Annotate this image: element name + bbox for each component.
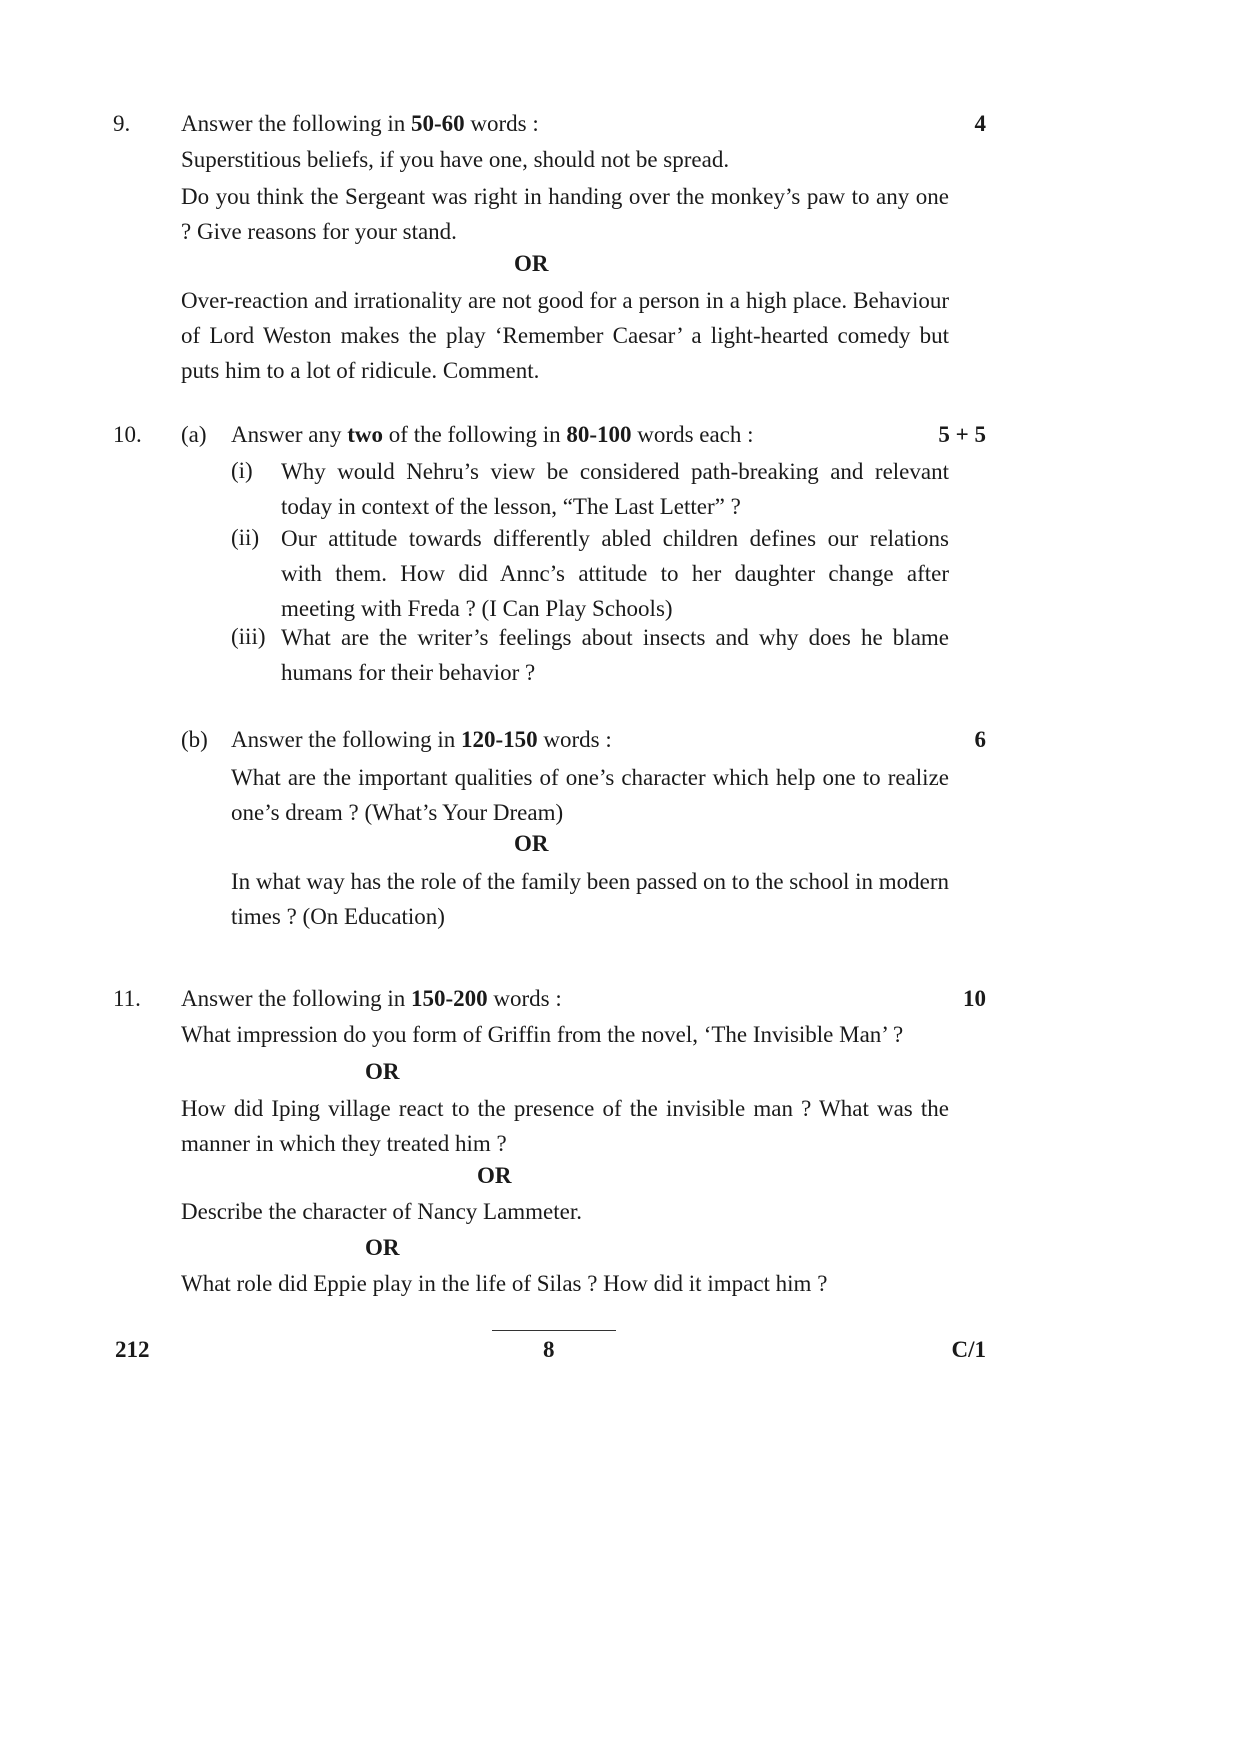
q10b-instruction-suffix: words : [543,727,612,752]
q10b-label: (b) [181,727,208,752]
q11-number: 11. [113,986,141,1011]
q11-option-4: What role did Eppie play in the life of Silas ? How did it impact him ? [181,1271,828,1296]
q11-option-2: How did Iping village react to the presence of the invisible man ? What was the manner in which they treated him ? [181,1096,949,1156]
q10a-item-text: Our attitude towards differently abled children defines our relations with them. How did Annc’s attitude to her daughter change after meeting with Freda ? (I Can Play Schools) [281,526,949,621]
q10a-instruction-mid: of the following in [388,422,561,447]
q11-option-3: Describe the character of Nancy Lammeter. [181,1199,583,1224]
q11-option-1: What impression do you form of Griffin from the novel, ‘The Invisible Man’ ? [181,1022,904,1047]
paper-code: 212 [115,1337,150,1362]
q10b-instruction [231,723,612,757]
q10a-instruction [231,418,754,452]
q10a-item-label: (iii) [231,624,266,649]
q9-number: 9. [113,111,131,136]
q11-or-1: OR [365,1059,400,1084]
end-rule [492,1330,616,1331]
q10b-word-limit: 120-150 [460,727,538,752]
page-number: 8 [543,1337,555,1362]
q9-marks: 4 [974,111,986,136]
q11-instruction-prefix: Answer the following in [181,986,406,1011]
q9-or: OR [514,251,549,276]
q10b-para1: What are the important qualities of one’s character which help one to realize one’s dream ? (What’s Your Dream) [231,765,949,825]
q11-or-3: OR [365,1235,400,1260]
set-code: C/1 [951,1337,986,1362]
q10-number: 10. [113,422,142,447]
q9-instruction [181,107,539,141]
q10a-instruction-suffix: words each : [637,422,754,447]
q10a-instruction-prefix: Answer any [231,422,342,447]
q10a-marks: 5 + 5 [938,422,986,447]
q10a-word-limit: 80-100 [566,422,632,447]
q10a-item-label: (ii) [231,525,260,550]
q10a-item-label: (i) [231,458,253,483]
q11-instruction-suffix: words : [493,986,562,1011]
q11-or-2: OR [477,1163,512,1188]
q11-instruction [181,982,562,1016]
q9-para2: Over-reaction and irrationality are not good for a person in a high place. Behaviour of Lord Weston makes the play ‘Remember Caesar’ a light-hearted comedy but puts him to a lot of ridicule. Comment. [181,288,949,383]
q10b-marks: 6 [974,727,986,752]
q11-marks: 10 [963,986,986,1011]
q9-instruction-prefix: Answer the following in [181,111,406,136]
q10a-label: (a) [181,422,207,447]
q10a-count: two [347,422,384,447]
q11-word-limit: 150-200 [410,986,488,1011]
q10b-para2: In what way has the role of the family been passed on to the school in modern times ? (On Education) [231,869,949,929]
q10b-or: OR [514,831,549,856]
q9-word-limit: 50-60 [410,111,465,136]
q10a-item-text: What are the writer’s feelings about insects and why does he blame humans for their behavior ? [281,625,949,685]
q9-line1: Superstitious beliefs, if you have one, should not be spread. [181,147,730,172]
q9-instruction-suffix: words : [470,111,539,136]
q10a-item-text: Why would Nehru’s view be considered path-breaking and relevant today in context of the lesson, “The Last Letter” ? [281,459,949,519]
q9-para1: Do you think the Sergeant was right in handing over the monkey’s paw to any one ? Give reasons for your stand. [181,184,949,244]
q10b-instruction-prefix: Answer the following in [231,727,456,752]
